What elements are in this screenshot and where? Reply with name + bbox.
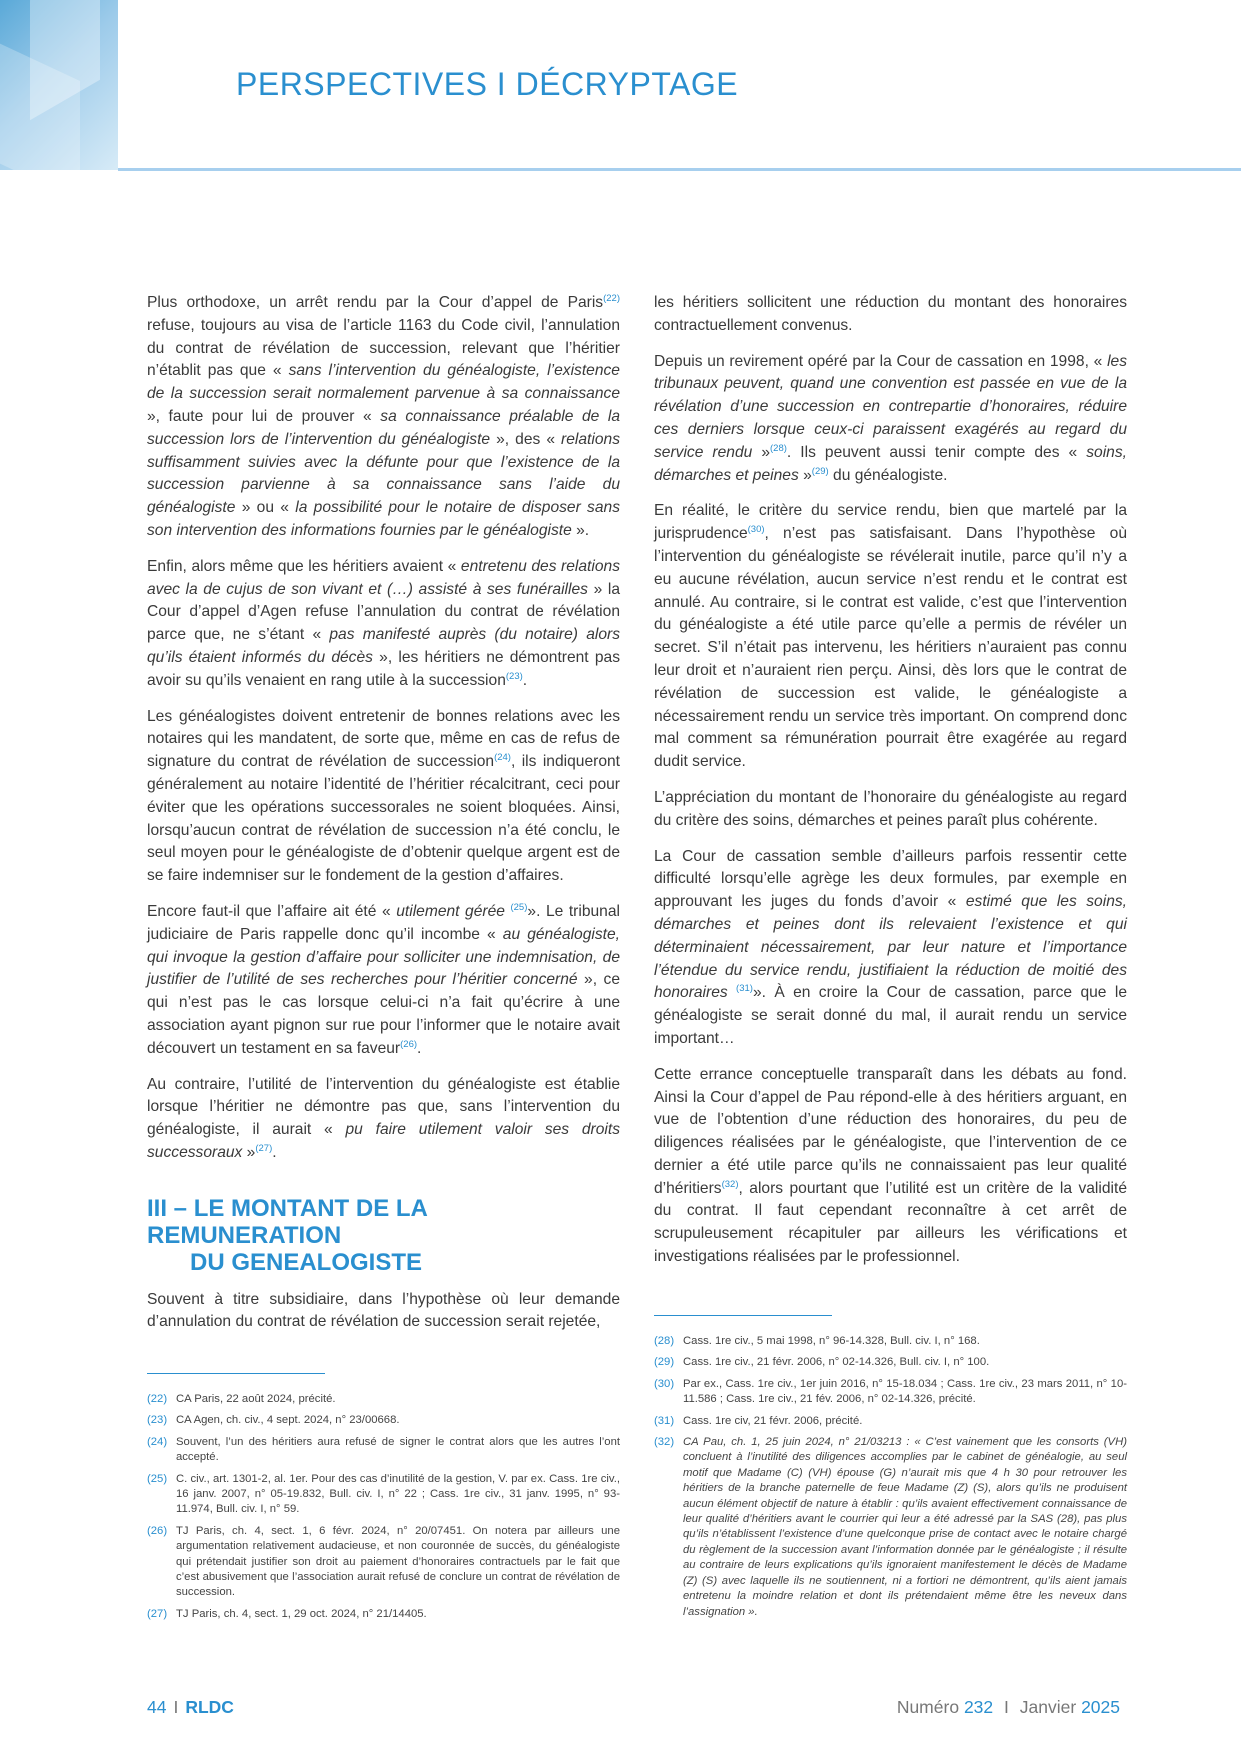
footnote-text: CA Paris, 22 août 2024, précité. [176,1393,336,1405]
text-run: Souvent à titre subsidiaire, dans l’hypothèse où leur demande d’annulation du contrat de révélation de succession serait rejetée, [147,1290,620,1331]
footnote-number: (30) [654,1377,675,1390]
italic-text: les tribunaux peuvent, quand une convention est passée en vue de la révélation d’une succession en contrepartie d’honoraires, réduire ces derniers lorsque ceux-ci paraissent exagérés au regard du service rendu [654,352,1127,461]
text-run: La Cour de cassation semble d’ailleurs parfois ressentir cette difficulté lorsqu’elle agrège les deux formules, par exemple en approuvant les juges du fonds d’avoir « [654,847,1127,911]
text-run: . [272,1143,277,1161]
footnote-ref: (22) [603,292,620,304]
footnote-text: C. civ., art. 1301-2, al. 1er. Pour des cas d’inutilité de la gestion, V. par ex. Cass. 1re civ., 16 janv. 2007, n° 05-19.832, Bull. civ. I, n° 22 ; Cass. 1re civ., 31 janv. 1995, n° 93-11.974, Bull. civ. I, n° 59. [176,1472,620,1516]
footnote-number: (31) [654,1414,675,1427]
paragraph [147,901,620,1061]
footnote-ref: (32) [721,1178,739,1190]
text-run: . Ils peuvent aussi tenir compte des « [786,443,1087,461]
text-run: », ce qui n’est pas le cas lorsque celui-ci n’a fait qu’écrire à une association ayant pignon sur rue pour l’informer que le notaire avait découvert un testament en sa faveur [147,971,621,1057]
footnote [654,1435,1127,1620]
footnote-number: (25) [147,1472,168,1485]
text-run: Depuis un revirement opéré par la Cour de cassation en 1998, « [654,352,1108,370]
italic-text: au généalogiste, qui invoque la gestion d’affaire pour solliciter une indemnisation, de justifier de l’utilité de ses recherches pour l’héritier concerné [147,925,620,989]
italic-text: utilement gérée [396,902,511,920]
footnote [654,1377,1127,1408]
text-run: L’appréciation du montant de l’honoraire du généalogiste au regard du critère des soins, démarches et peines paraît plus cohérente. [654,788,1127,829]
text-run: Cette errance conceptuelle transparaît dans les débats au fond. Ainsi la Cour d’appel de Pau répond-elle à des héritiers arguant, en vue de l’obtention d’une réduction des honoraires, du peu de diligences réalisées par le généalogiste, que l’intervention de ce dernier a été utile parce qu’ils ne connaissaient pas leur qualité d’héritiers [654,1065,1127,1197]
italic-text: la possibilité pour le notaire de disposer sans son intervention des informations fournies par le généalogiste [147,499,620,539]
section-name: PERSPECTIVES [236,66,488,102]
text-run: » [752,443,771,461]
issue-label: Numéro [896,1697,960,1717]
italic-text: sans l’intervention du généalogiste, l’existence de la succession serait normalement parvenue à sa connaissance [147,362,620,403]
text-run: , n’est pas satisfaisant. Dans l’hypothèse où l’intervention du généalogiste se révélerait inutile, parce qu’il n’y a eu aucune révélation, aucun service n’est rendu et le contrat est annulé. Au contraire, si le contrat est valide, c’est que l’intervention du généalogiste a été utile parce qu’elle a permis de révéler un secret. S’il n’était pas intervenu, les héritiers n’auraient pas connu leur droit et n’auraient rien perçu. Ainsi, dès lors que le contrat de révélation de succession est valide, le généalogiste a nécessairement rendu un service très important. On comprend donc mal comment sa rémunération pourrait être exagérée au regard dudit service. [654,525,1127,771]
text-run: » la Cour d’appel d’Agen refuse l’annulation du contrat de révélation parce que, ne s’étant « [147,580,620,644]
footnotes-left [147,1392,620,1628]
footnote-text: CA Pau, ch. 1, 25 juin 2024, n° 21/03213 : « C’est vainement que les consorts (VH) concluent à l’inutilité des diligences accomplies par le cabinet de généalogie, au seul motif que Madame (C) (VH) épouse (G) n’aurait mis que 4 h 30 pour retrouver les héritiers de la branche paternelle de feue Madame (Z) (S), alors qu’ils ne produisent aucun élément objectif de nature à établir : qu’ils avaient effectivement connaissance de leur qualité d’héritiers avant le courrier qui leur a été adressé par la SAS (28), pas plus qu’ils n’établissent l’existence d’une quelconque prise de contact avec le notaire chargé du règlement de la succession avant l’information donnée par le généalogiste ; il résulte au contraire de leurs explications qu’ils ignoraient manifestement le décès de Madame (Z) (S) avec laquelle ils ne soutiennent, ni a fortiori ne démontrent, qu’ils aient jamais entretenu la moindre relation et dont ils prétendaient même être les neveux dans l’assignation ». [683,1436,1127,1618]
header-rule [118,168,1241,171]
header-decoration [0,0,118,170]
footnote-text: Cass. 1re civ., 5 mai 1998, n° 96-14.328, Bull. civ. I, n° 168. [683,1335,980,1347]
paragraph [654,292,1127,338]
heading-line-1: III – LE MONTANT DE LA REMUNERATION [147,1194,427,1249]
italic-text: pas manifesté auprès (du notaire) alors qu’ils étaient informés du décès [147,626,620,666]
footnote [147,1607,620,1622]
footnote-number: (26) [147,1524,168,1537]
italic-text: soins, démarches et peines [654,443,1127,484]
text-run: En réalité, le critère du service rendu, bien que martelé par la jurisprudence [654,502,1127,543]
footnote-ref: (29) [811,465,829,477]
footnote-number: (29) [654,1356,675,1369]
text-run: », faute pour lui de prouver « [147,407,381,425]
footnote-number: (27) [147,1607,168,1620]
header-separator: I [496,66,507,102]
footnote-number: (22) [147,1393,168,1405]
footnote [147,1435,620,1466]
footnote [654,1334,1127,1349]
paragraph [654,500,1127,774]
issue-number: 232 [963,1697,994,1717]
issue-month: Janvier [1019,1697,1077,1717]
paragraph [147,1074,620,1165]
footnote-text: Par ex., Cass. 1re civ., 1er juin 2016, n° 15-18.034 ; Cass. 1re civ., 23 mars 2011, n° 10-11.586 ; Cass. 1re civ., 21 fév. 2006, n° 02-14.326, précité. [683,1377,1127,1406]
footnote-ref: (28) [770,442,787,454]
paragraph [654,846,1127,1051]
footnote-ref: (25) [510,901,528,913]
italic-text: sa connaissance préalable de la succession lors de l’intervention du généalogiste [147,407,620,448]
text-run: », des « [490,430,562,448]
paragraph [147,1289,620,1335]
text-run: ». Le tribunal judiciaire de Paris rappelle donc qu’il incombe « [147,902,620,943]
text-run: » [242,1143,256,1161]
footnote-text: TJ Paris, ch. 4, sect. 1, 29 oct. 2024, n° 21/14405. [176,1607,427,1620]
paragraph [654,787,1127,833]
text-run: », les héritiers ne démontrent pas avoir su qu’ils venaient en rang utile à la succession [147,648,620,689]
left-column [147,292,620,1347]
paragraph [147,292,620,543]
subsection-name: DÉCRYPTAGE [515,66,739,102]
footnote-text: Cass. 1re civ., 21 févr. 2006, n° 02-14.326, Bull. civ. I, n° 100. [683,1356,990,1369]
text-run: Plus orthodoxe, un arrêt rendu par la Cour d’appel de Paris [147,294,604,311]
text-run: Au contraire, l’utilité de l’intervention du généalogiste est établie lorsque l’héritier ne démontre pas que, sans l’intervention du généalogiste, il aurait « [147,1075,620,1139]
text-run: Enfin, alors même que les héritiers avaient « [147,557,461,575]
journal-name: RLDC [185,1697,234,1717]
footnote-ref: (30) [747,523,765,535]
footnote [147,1472,620,1518]
issue-year: 2025 [1081,1697,1120,1717]
text-run: ». [571,521,590,539]
footnote [654,1355,1127,1370]
right-column [654,292,1127,1282]
footnote-ref: (31) [736,983,753,995]
footnote-text: TJ Paris, ch. 4, sect. 1, 6 févr. 2024, n° 20/07451. On notera par ailleurs une argumentation relativement audacieuse, et non couronnée de succès, du généalogiste qui prétendait justifier son droit au paiement d’honoraires contractuels par le fait que c’est abusivement que l’association aurait refusé de conclure un contrat de révélation de succession. [176,1524,620,1599]
italic-text: entretenu des relations avec la de cujus de son vivant et (…) assisté à ses funérailles [147,557,620,598]
footnote-number: (24) [147,1435,168,1448]
footnote-rule-left [147,1373,325,1374]
footnote [654,1414,1127,1429]
footnote-text: CA Agen, ch. civ., 4 sept. 2024, n° 23/00668. [176,1414,400,1427]
text-run: ». À en croire la Cour de cassation, parce que le généalogiste se serait donné du mal, il aurait rendu un service important… [654,984,1127,1047]
footnote [147,1524,620,1601]
heading-line-2: DU GENEALOGISTE [190,1248,423,1276]
footnotes-right [654,1334,1127,1626]
footnote-ref: (26) [400,1038,418,1050]
text-run: . [417,1039,422,1057]
text-run: refuse, toujours au visa de l’article 1163 du Code civil, l’annulation du contrat de révélation de succession, relevant que l’héritier n’établit pas que « [147,316,620,380]
text-run: . [522,671,528,689]
footer-page-info [147,1697,234,1718]
text-run: » [798,466,812,484]
footer-issue-info [897,1697,1120,1718]
text-run: Les généalogistes doivent entretenir de bonnes relations avec les notaires qui les mandatent, de sorte que, même en cas de refus de signature du contrat de révélation de succession [147,707,620,771]
text-run: , alors pourtant que l’utilité est un critère de la validité du contrat. Il faut cependant reconnaître à cet arrêt de scrupuleusement récapituler par ailleurs les vérifications et investigations réalisées par le professionnel. [654,1179,1127,1266]
footnote [147,1392,620,1407]
date-separator: I [1004,1697,1009,1717]
footer-separator: I [173,1697,179,1717]
italic-text: relations suffisamment suivies avec la défunte pour que l’existence de la succession parvienne à sa connaissance sans l’aide du généalogiste [147,430,620,517]
paragraph [654,1064,1127,1269]
text-run: du généalogiste. [828,466,948,484]
footnote [147,1413,620,1428]
footnote-number: (23) [147,1414,168,1427]
paragraph [147,556,620,693]
section-heading [147,1195,620,1276]
footnote-ref: (27) [255,1142,273,1154]
paragraph [147,706,620,888]
footnote-number: (28) [654,1335,675,1347]
footnote-ref: (24) [494,751,511,763]
footnote-text: Souvent, l’un des héritiers aura refusé de signer le contrat alors que les autres l’ont accepté. [176,1435,620,1464]
paragraph [654,351,1127,488]
text-run: Encore faut-il que l’affaire ait été « [147,902,397,920]
page-number: 44 [147,1697,167,1717]
italic-text: pu faire utilement valoir ses droits successoraux [147,1121,620,1161]
italic-text: estimé que les soins, démarches et peines dont ils relevaient l’existence et qui déterminaient nécessairement, par leur nature et l’importance l’étendue du service rendu, justifiaient la réduction de moitié des honoraires [654,893,1127,1002]
section-title [236,66,738,103]
footnote-rule-right [654,1315,832,1316]
footnote-ref: (23) [505,670,523,682]
text-run: les héritiers sollicitent une réduction du montant des honoraires contractuellement convenus. [654,294,1127,334]
footnote-text: Cass. 1re civ, 21 févr. 2006, précité. [683,1414,863,1427]
text-run: , ils indiqueront généralement au notaire l’identité de l’héritier récalcitrant, ceci pour éviter que les opérations successorales ne soient bloquées. Ainsi, lorsqu’aucun contrat de révélation de succession n’a été conclu, le seul moyen pour le généalogiste de d’obtenir quelque argent est de se faire indemniser sur le fondement de la gestion d’affaires. [147,753,621,885]
footnote-number: (32) [654,1436,675,1449]
text-run: » ou « [235,499,296,517]
